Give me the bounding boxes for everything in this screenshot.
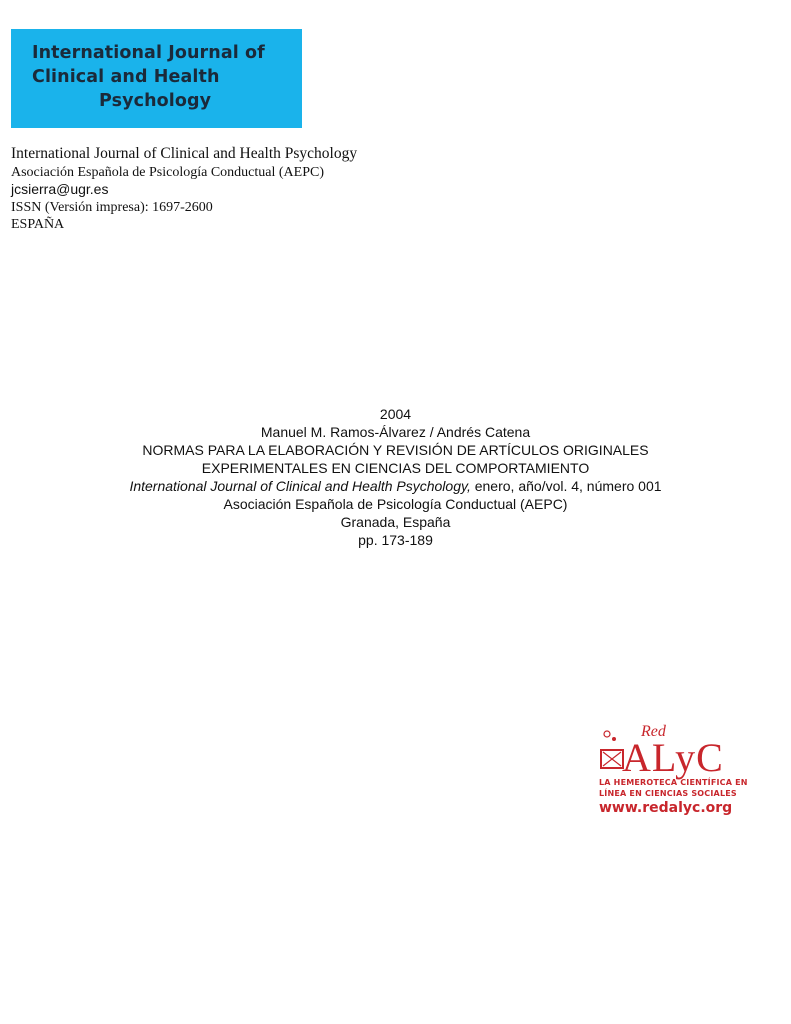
journal-logo-line: International Journal of [32,43,265,63]
article-title-line: NORMAS PARA LA ELABORACIÓN Y REVISIÓN DE ARTÍCULOS ORIGINALES [142,442,649,458]
journal-logo [11,29,302,128]
article-title-line: EXPERIMENTALES EN CIENCIAS DEL COMPORTAMIENTO [201,460,590,476]
article-place: Granada, España [340,514,451,530]
article-authors: Manuel M. Ramos-Álvarez / Andrés Catena [260,424,531,440]
redalyc-red: Red [641,723,666,740]
source-journal: International Journal of Clinical and Health Psychology, [129,478,471,494]
country: ESPAÑA [11,217,65,232]
redalyc-url[interactable]: www.redalyc.org [599,800,733,816]
redalyc-tagline: LA HEMEROTECA CIENTÍFICA EN [599,778,748,787]
source-issue: enero, año/vol. 4, número 001 [470,478,662,494]
article-year: 2004 [379,406,412,422]
issn: ISSN (Versión impresa): 1697-2600 [11,200,213,215]
article-source [0,477,791,495]
redalyc-logo[interactable] [593,720,753,820]
journal-logo-line: Psychology [99,91,212,111]
journal-logo-line: Clinical and Health [32,67,220,87]
article-publisher: Asociación Española de Psicología Conductual (AEPC) [223,496,568,512]
contact-email[interactable]: jcsierra@ugr.es [11,181,109,197]
article-pages: pp. 173-189 [358,532,433,548]
association-name: Asociación Española de Psicología Conductual (AEPC) [11,165,324,180]
redalyc-alyc: ALyC [622,735,724,780]
journal-name: International Journal of Clinical and Health Psychology [11,145,358,162]
article-citation [0,405,791,549]
redalyc-tagline: LÍNEA EN CIENCIAS SOCIALES [599,789,737,798]
